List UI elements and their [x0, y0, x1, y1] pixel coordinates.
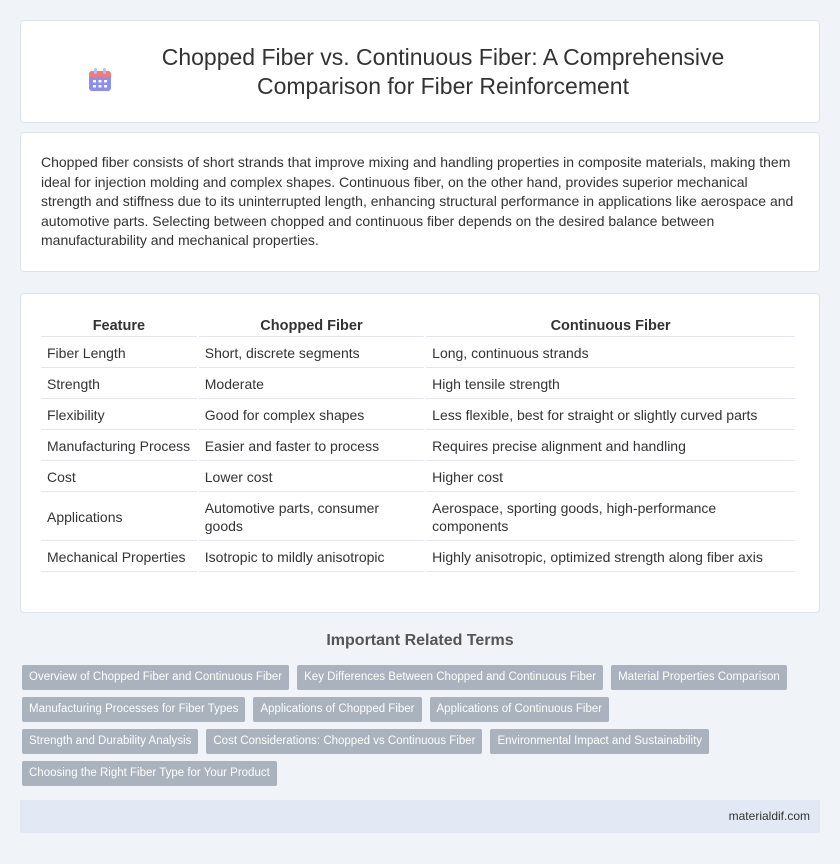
- related-terms-tags: [22, 665, 822, 793]
- table-row: [41, 494, 795, 541]
- table-cell: Manufacturing Process: [41, 432, 197, 461]
- table-cell: Cost: [41, 463, 197, 492]
- table-cell: High tensile strength: [426, 370, 795, 399]
- related-term-tag[interactable]: Material Properties Comparison: [611, 665, 787, 690]
- table-cell: Short, discrete segments: [199, 339, 424, 368]
- footer: [20, 800, 820, 833]
- title-wrap: [87, 43, 753, 101]
- related-term-tag[interactable]: Applications of Continuous Fiber: [430, 697, 610, 722]
- related-term-tag[interactable]: Environmental Impact and Sustainability: [490, 729, 709, 754]
- table-cell: Mechanical Properties: [41, 543, 197, 572]
- table-cell: Easier and faster to process: [199, 432, 424, 461]
- header-chopped-fiber: Chopped Fiber: [199, 310, 424, 337]
- table-row: [41, 432, 795, 461]
- table-cell: Fiber Length: [41, 339, 197, 368]
- comparison-table-card: [20, 293, 820, 613]
- table-cell: Good for complex shapes: [199, 401, 424, 430]
- intro-card: [20, 132, 820, 272]
- related-term-tag[interactable]: Key Differences Between Chopped and Continuous Fiber: [297, 665, 603, 690]
- table-cell: Strength: [41, 370, 197, 399]
- calendar-icon: [87, 67, 113, 93]
- table-cell: Highly anisotropic, optimized strength along fiber axis: [426, 543, 795, 572]
- tag-row: [22, 729, 822, 754]
- table-cell: Aerospace, sporting goods, high-performance components: [426, 494, 795, 541]
- comparison-table: [39, 308, 797, 574]
- table-cell: Requires precise alignment and handling: [426, 432, 795, 461]
- table-row: [41, 463, 795, 492]
- table-cell: Long, continuous strands: [426, 339, 795, 368]
- title-card: [20, 20, 820, 123]
- table-cell: Less flexible, best for straight or slightly curved parts: [426, 401, 795, 430]
- tag-row: [22, 697, 822, 722]
- related-term-tag[interactable]: Choosing the Right Fiber Type for Your Product: [22, 761, 277, 786]
- table-row: [41, 401, 795, 430]
- header-continuous-fiber: Continuous Fiber: [426, 310, 795, 337]
- intro-paragraph: Chopped fiber consists of short strands that improve mixing and handling properties in composite materials, making them ideal for injection molding and complex shapes. Continuous fiber, on the other hand, provides superior mechanical strength and stiffness due to its uninterrupted length, enhancing structural performance in applications like aerospace and automotive parts. Selecting between chopped and continuous fiber depends on the desired balance between manufacturability and mechanical properties.: [41, 154, 794, 249]
- related-term-tag[interactable]: Manufacturing Processes for Fiber Types: [22, 697, 245, 722]
- tag-row: [22, 665, 822, 690]
- table-cell: Flexibility: [41, 401, 197, 430]
- related-term-tag[interactable]: Applications of Chopped Fiber: [253, 697, 421, 722]
- table-cell: Lower cost: [199, 463, 424, 492]
- table-row: [41, 543, 795, 572]
- related-term-tag[interactable]: Overview of Chopped Fiber and Continuous Fiber: [22, 665, 289, 690]
- related-terms-heading: Important Related Terms: [326, 632, 514, 649]
- table-cell: Applications: [41, 494, 197, 541]
- header-feature: Feature: [41, 310, 197, 337]
- table-header-row: [41, 310, 795, 337]
- table-cell: Moderate: [199, 370, 424, 399]
- tag-row: [22, 761, 822, 786]
- table-row: [41, 339, 795, 368]
- related-term-tag[interactable]: Cost Considerations: Chopped vs Continuous Fiber: [206, 729, 482, 754]
- page-title: Chopped Fiber vs. Continuous Fiber: A Comprehensive Comparison for Fiber Reinforcement: [161, 43, 725, 99]
- table-cell: Automotive parts, consumer goods: [199, 494, 424, 541]
- related-term-tag[interactable]: Strength and Durability Analysis: [22, 729, 198, 754]
- table-cell: Higher cost: [426, 463, 795, 492]
- footer-site-link[interactable]: materialdif.com: [728, 809, 810, 823]
- table-cell: Isotropic to mildly anisotropic: [199, 543, 424, 572]
- table-row: [41, 370, 795, 399]
